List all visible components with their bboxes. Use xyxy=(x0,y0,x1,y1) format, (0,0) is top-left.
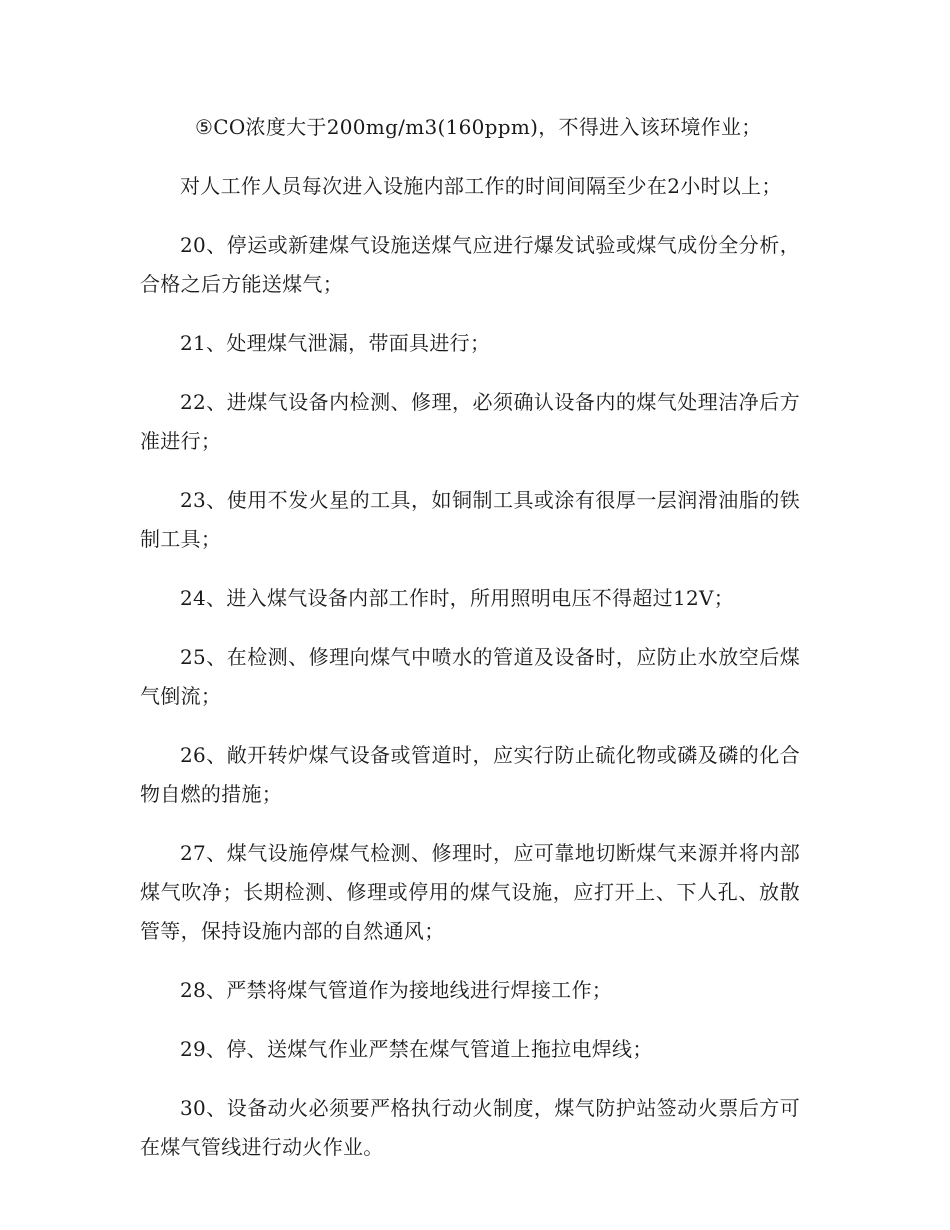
paragraph-item-24: 24、进入煤气设备内部工作时，所用照明电压不得超过12V； xyxy=(180,586,735,610)
paragraph-entry-interval: 对人工作人员每次进入设施内部工作的时间间隔至少在2小时以上； xyxy=(180,174,782,198)
paragraph-item-20: 20、停运或新建煤气设施送煤气应进行爆发试验或煤气成份全分析，合格之后方能送煤气； xyxy=(140,233,800,296)
paragraph-item-21: 21、处理煤气泄漏，带面具进行； xyxy=(180,331,491,355)
paragraph-item-26: 26、敞开转炉煤气设备或管道时，应实行防止硫化物或磷及磷的化合物自燃的措施； xyxy=(140,743,800,806)
paragraph-item-22: 22、进煤气设备内检测、修理，必须确认设备内的煤气处理洁净后方准进行； xyxy=(140,390,800,453)
paragraph-co-limit: ⑤CO浓度大于200mg/m3(160ppm)，不得进入该环境作业； xyxy=(195,115,762,139)
paragraph-item-30: 30、设备动火必须要严格执行动火制度，煤气防护站签动火票后方可在煤气管线进行动火作业。 xyxy=(140,1096,800,1159)
paragraph-item-28: 28、严禁将煤气管道作为接地线进行焊接工作； xyxy=(180,978,613,1002)
document-body xyxy=(140,108,800,1187)
paragraph-item-25: 25、在检测、修理向煤气中喷水的管道及设备时，应防止水放空后煤气倒流； xyxy=(140,645,800,708)
paragraph-item-29: 29、停、送煤气作业严禁在煤气管道上拖拉电焊线； xyxy=(180,1037,653,1061)
paragraph-item-27: 27、煤气设施停煤气检测、修理时，应可靠地切断煤气来源并将内部煤气吹净；长期检测、修理或停用的煤气设施，应打开上、下人孔、放散管等，保持设施内部的自然通风； xyxy=(140,841,800,943)
paragraph-item-23: 23、使用不发火星的工具，如铜制工具或涂有很厚一层润滑油脂的铁制工具； xyxy=(140,488,800,551)
